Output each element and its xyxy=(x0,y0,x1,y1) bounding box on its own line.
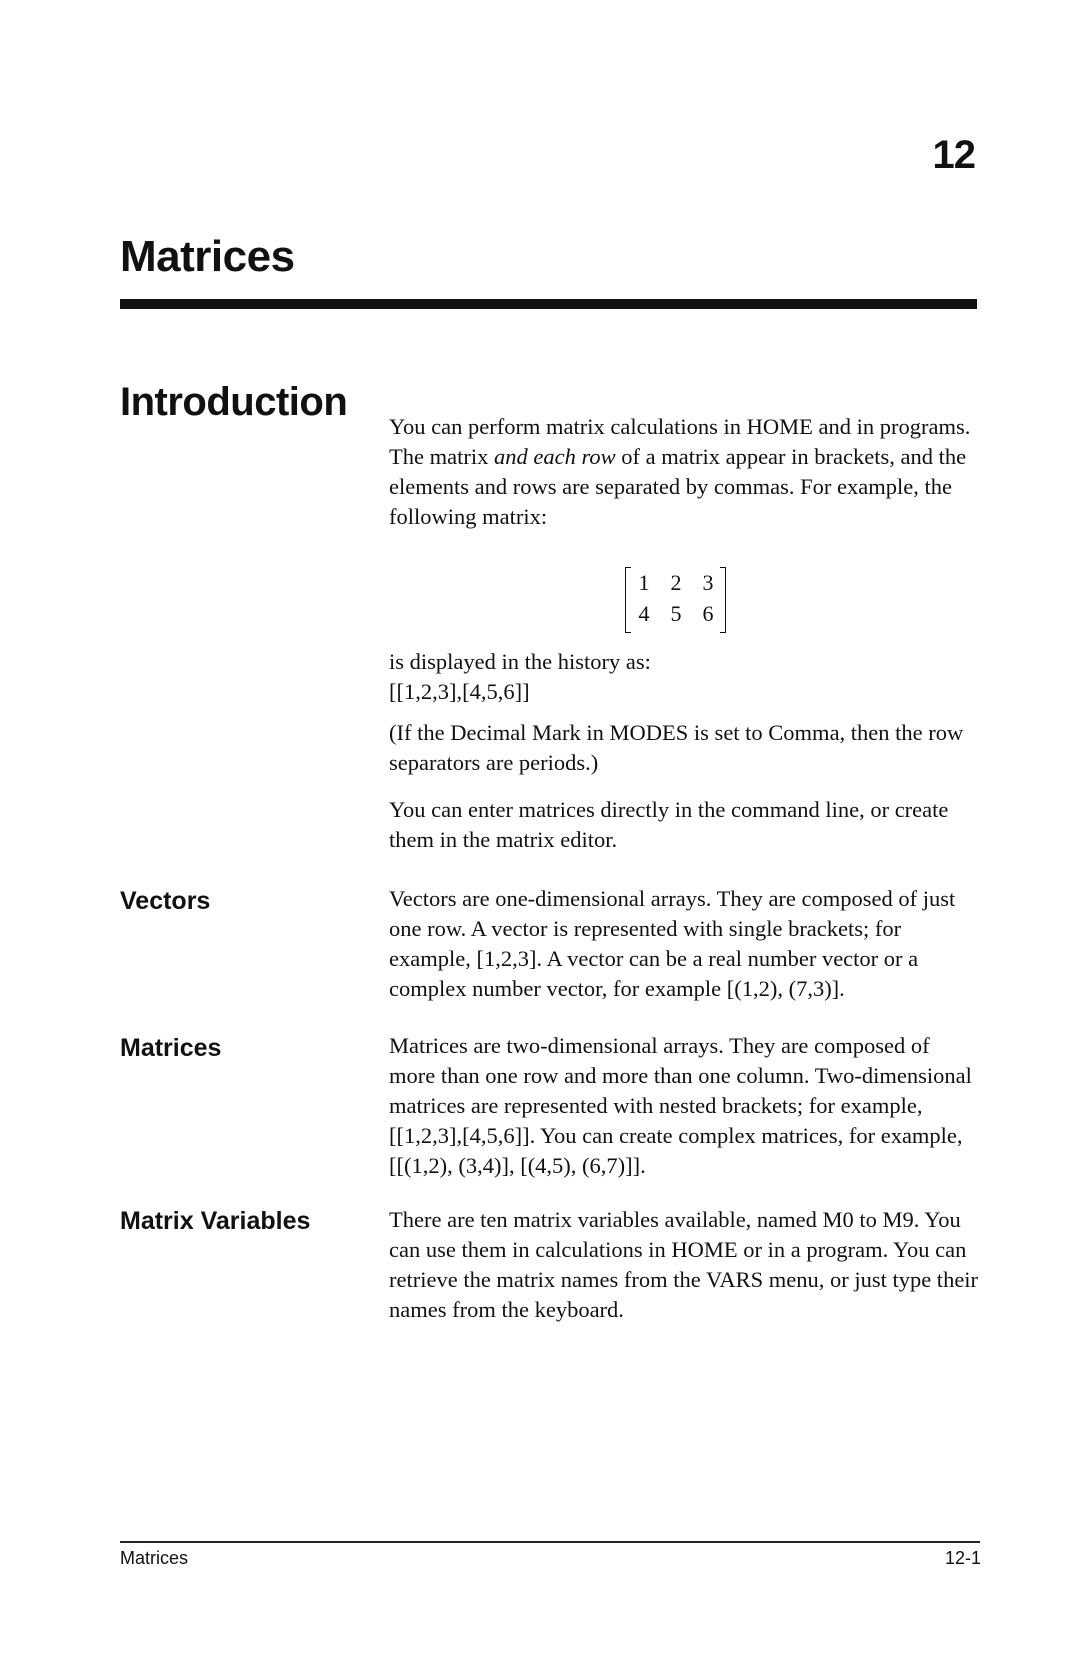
history-example: [[1,2,3],[4,5,6]] xyxy=(389,679,530,704)
intro-text: You can perform matrix calculations in HOME and in programs. The matrix xyxy=(389,414,971,469)
intro-paragraph-2 xyxy=(389,647,979,707)
intro-emphasis: and each row xyxy=(493,444,616,469)
right-bracket xyxy=(720,567,726,633)
intro-paragraph-1 xyxy=(389,412,979,532)
matrix-cell: 2 xyxy=(670,570,682,595)
chapter-number: 12 xyxy=(932,133,975,177)
vectors-text: Vectors are one-dimensional arrays. They are composed of just one row. A vector is represented with single brackets; for example, [1,2,3]. A vector can be a real number vector or a complex number vector, for example [(1,2), (7,3)]. xyxy=(389,886,956,1001)
section-title: Introduction xyxy=(120,380,348,424)
matrix-cell: 4 xyxy=(638,601,650,626)
matrix-cell: 5 xyxy=(670,601,682,626)
matrix-variables-text: There are ten matrix variables available, named M0 to M9. You can use them in calculations in HOME or in a program. You can retrieve the matrix names from the VARS menu, or just type their names from the keyboard. xyxy=(389,1207,979,1322)
chapter-title: Matrices xyxy=(120,232,295,281)
chapter-divider xyxy=(120,299,977,309)
matrices-text: Matrices are two-dimensional arrays. They are composed of more than one row and more than one column. Two-dimensional matrices are represented with nested brackets; for example, [[1,2,3],[4,5,6]]. You can create complex matrices, for example, [[(1,2), (3,4)], [(4,5), (6,7)]]. xyxy=(389,1033,972,1178)
heading-matrix-variables: Matrix Variables xyxy=(120,1207,311,1235)
matrix-cell: 1 xyxy=(638,570,650,595)
matrix-row xyxy=(633,601,719,627)
footer-divider xyxy=(120,1541,980,1543)
matrix-cell: 3 xyxy=(702,570,714,595)
entry-note: You can enter matrices directly in the command line, or create them in the matrix editor. xyxy=(389,797,949,852)
intro-paragraph-4 xyxy=(389,795,979,855)
heading-vectors: Vectors xyxy=(120,887,211,915)
intro-text-cont: of a matrix appear in brackets, and the elements and rows are separated by commas. For example, the following matrix: xyxy=(389,444,967,529)
decimal-mark-note: (If the Decimal Mark in MODES is set to Comma, then the row separators are periods.) xyxy=(389,720,964,775)
history-label: is displayed in the history as: xyxy=(389,649,651,674)
matrix-cell: 6 xyxy=(702,601,714,626)
footer-chapter: Matrices xyxy=(120,1548,189,1568)
page-number: 12-1 xyxy=(944,1548,981,1568)
left-bracket xyxy=(625,567,631,633)
matrix-row xyxy=(633,570,719,596)
heading-matrices: Matrices xyxy=(120,1034,222,1062)
matrix-example xyxy=(625,565,725,633)
intro-paragraph-3 xyxy=(389,718,979,778)
